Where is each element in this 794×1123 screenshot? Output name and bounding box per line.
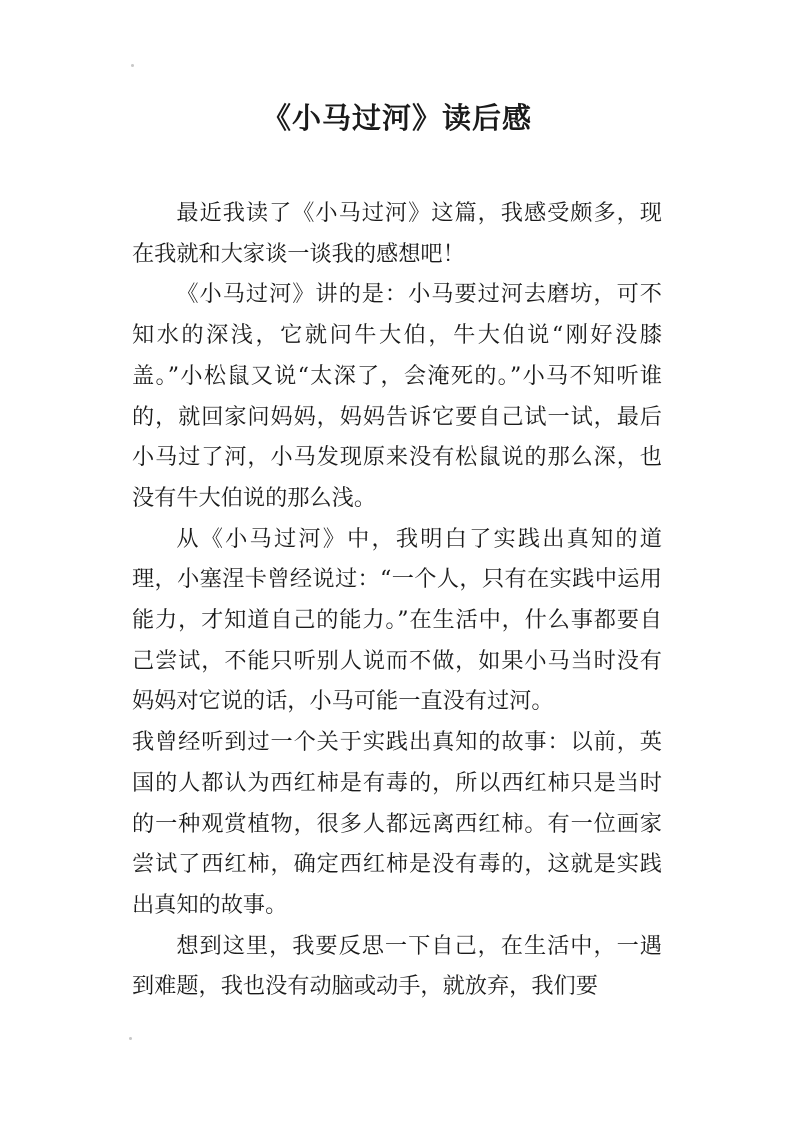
paragraph-reflection: 想到这里，我要反思一下自己，在生活中，一遇到难题，我也没有动脑或动手，就放弃，我们要: [132, 932, 662, 1000]
scan-speck: [129, 1037, 132, 1040]
paragraph-intro: 最近我读了《小马过河》这篇，我感受颇多，现在我就和大家谈一谈我的感想吧！: [132, 200, 662, 267]
paragraph-story: 我曾经听到过一个关于实践出真知的故事：以前，英国的人都认为西红柿是有毒的，所以西红柿只是当时的一种观赏植物，很多人都远离西红柿。有一位画家尝试了西红柿，确定西红柿是没有毒的，这就是实践出真知的故事。: [132, 729, 662, 918]
document-body: [132, 193, 662, 1007]
document-title: 《小马过河》读后感: [261, 101, 532, 135]
paragraph-lesson: 从《小马过河》中，我明白了实践出真知的道理，小塞涅卡曾经说过：“一个人，只有在实践中运用能力，才知道自己的能力。”在生活中，什么事都要自己尝试，不能只听别人说而不做，如果小马当时没有妈妈对它说的话，小马可能一直没有过河。: [132, 525, 662, 715]
scan-speck: [131, 64, 134, 67]
paragraph-summary: 《小马过河》讲的是：小马要过河去磨坊，可不知水的深浅，它就问牛大伯，牛大伯说“刚好没膝盖。”小松鼠又说“太深了，会淹死的。”小马不知听谁的，就回家问妈妈，妈妈告诉它要自己试一试，最后小马过了河，小马发现原来没有松鼠说的那么深，也没有牛大伯说的那么浅。: [132, 281, 662, 511]
